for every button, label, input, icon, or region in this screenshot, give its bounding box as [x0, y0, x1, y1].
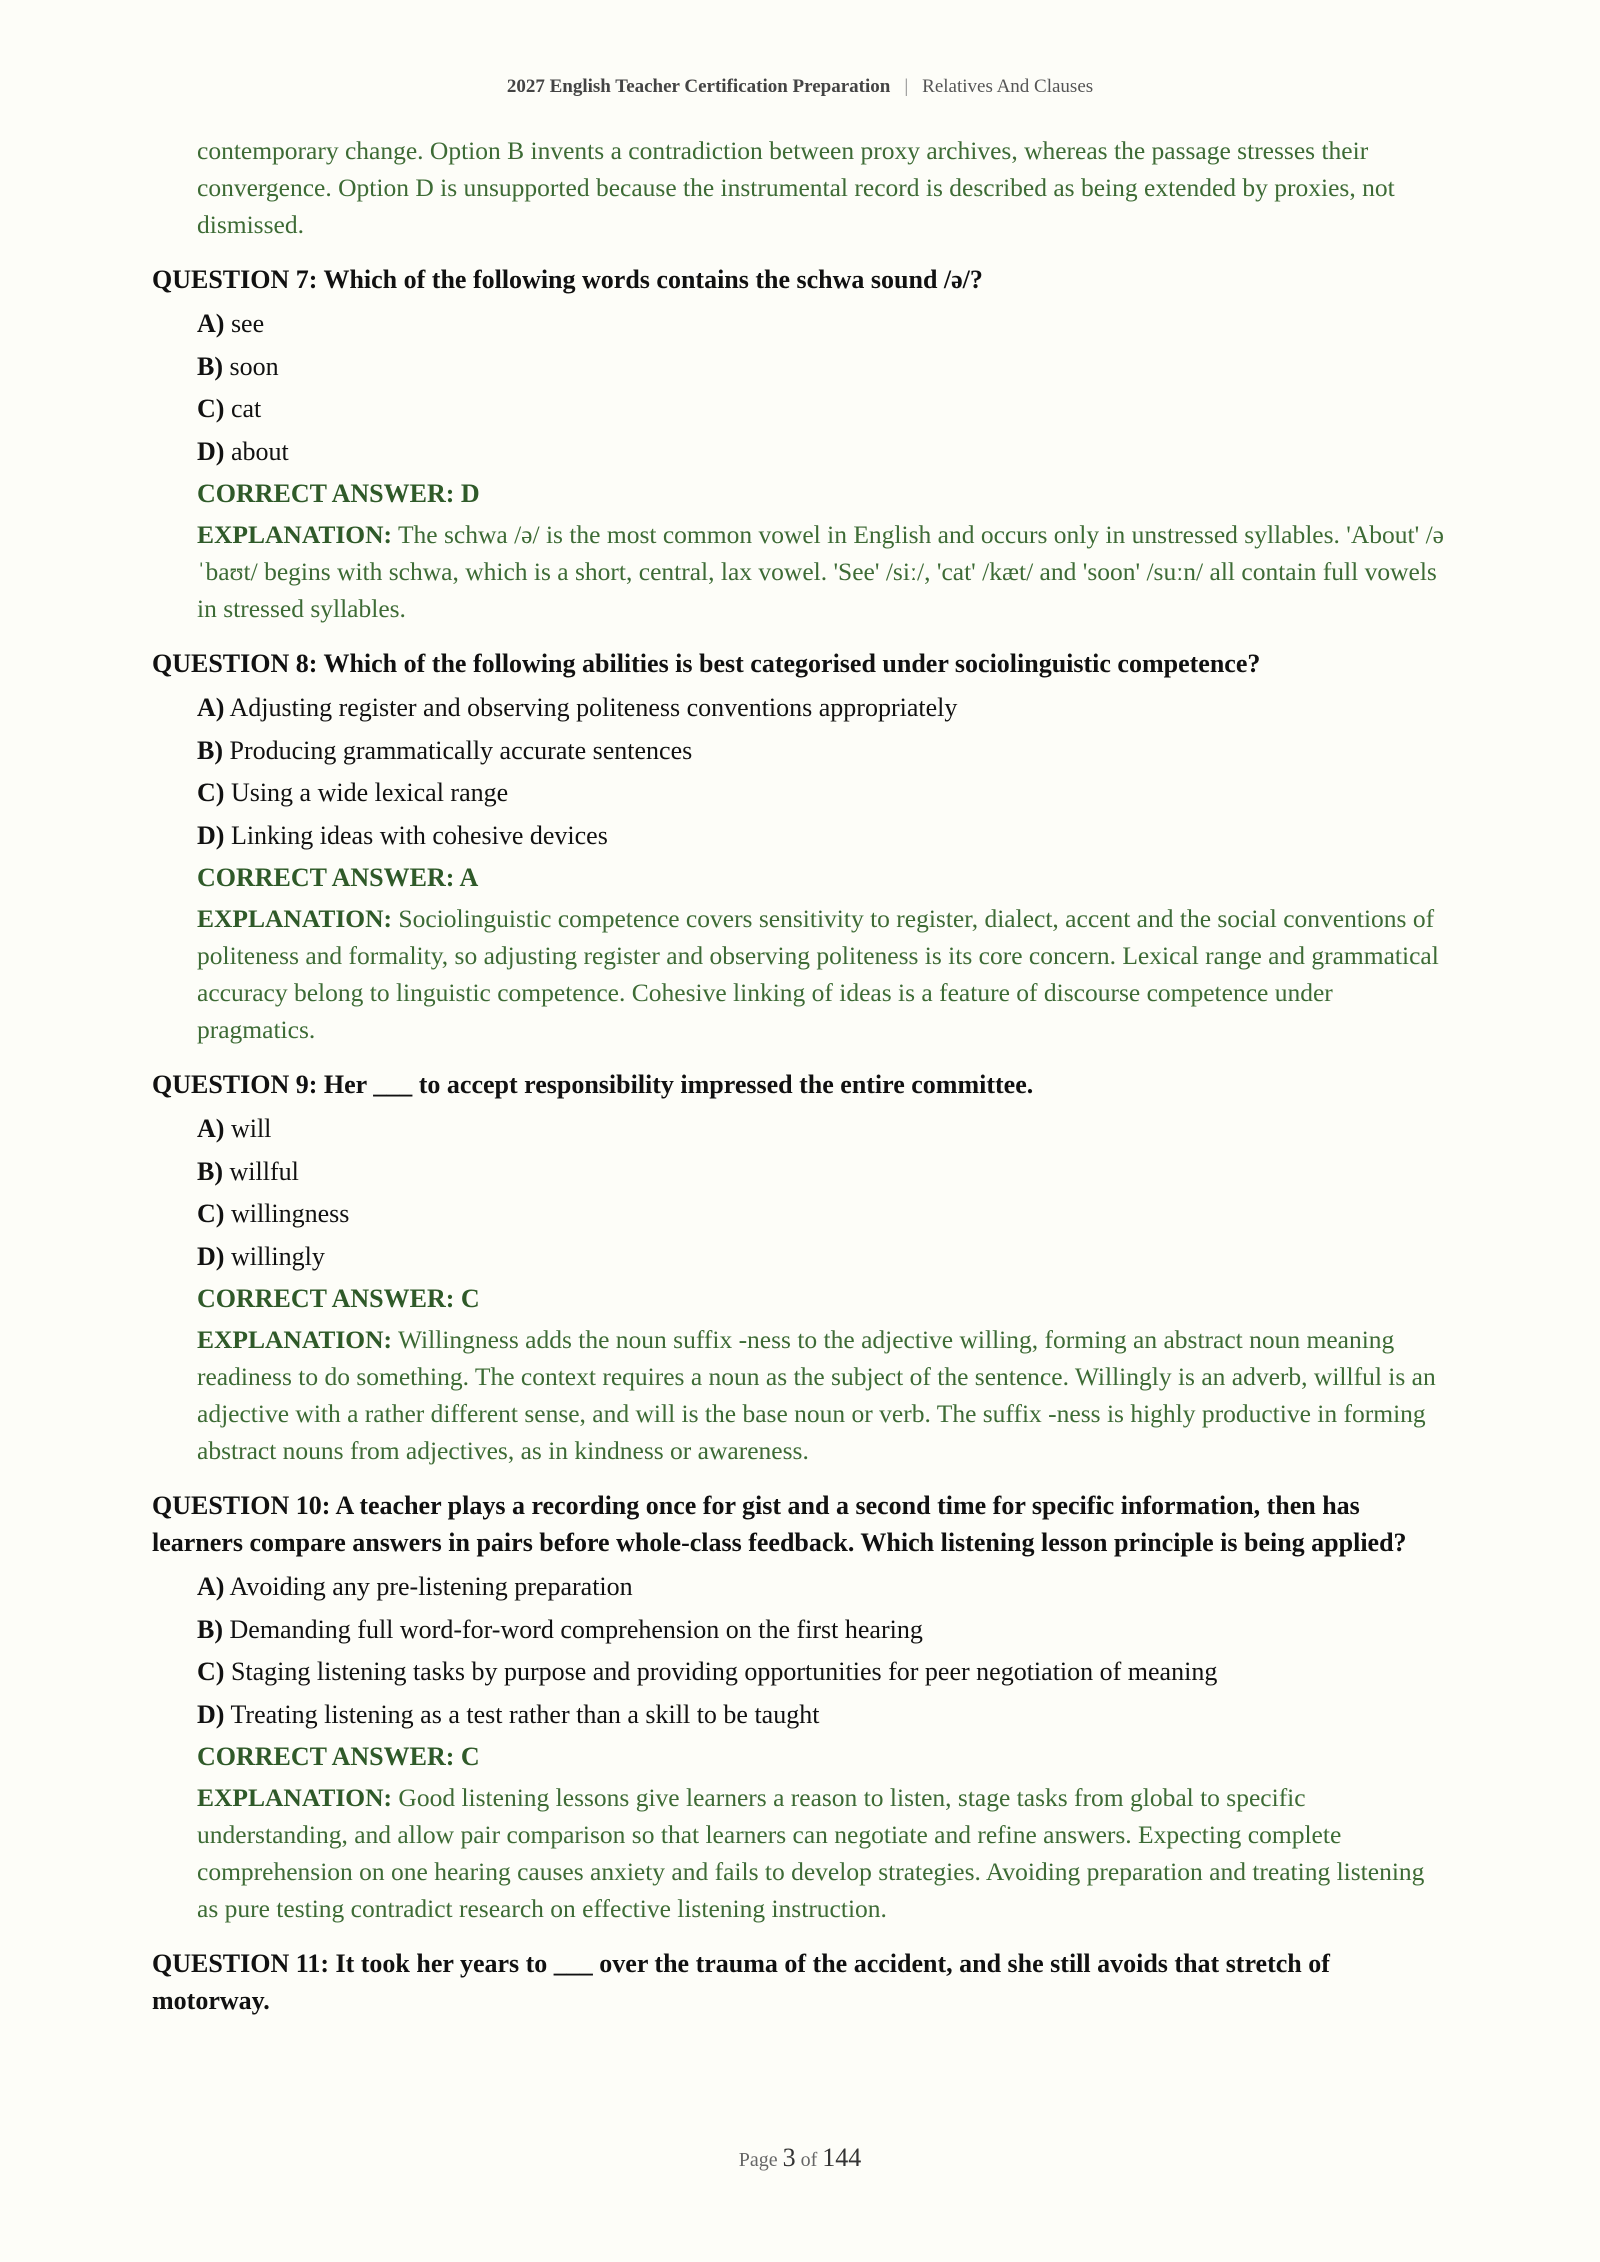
page-footer [0, 2143, 1600, 2173]
page-content [152, 132, 1452, 2024]
option-letter: B) [197, 1614, 223, 1644]
option-text: willful [229, 1156, 299, 1186]
correct-answer: CORRECT ANSWER: C [197, 1284, 480, 1314]
option-letter: A) [197, 309, 225, 338]
question-list [152, 261, 1452, 1927]
answer-option [197, 346, 1452, 389]
answer-option [197, 1108, 1452, 1151]
question-prompt: QUESTION 9: Her ___ to accept responsibility impressed the entire committee. [152, 1069, 1034, 1099]
option-letter: D) [197, 436, 225, 466]
option-text: will [230, 1113, 272, 1143]
answer-option [197, 1694, 1452, 1737]
question-prompt: QUESTION 10: A teacher plays a recording once for gist and a second time for specific information, then has learners compare answers in pairs before whole-class feedback. Which listening lesson principle is being applied? [152, 1490, 1407, 1557]
option-text: Avoiding any pre-listening preparation [229, 1571, 633, 1601]
question-block [152, 1487, 1452, 1927]
header-separator: | [904, 76, 909, 97]
option-text: willingly [230, 1241, 325, 1271]
option-letter: C) [197, 1657, 225, 1687]
answer-option [197, 388, 1452, 431]
option-letter: C) [197, 1199, 225, 1229]
correct-answer: CORRECT ANSWER: A [197, 863, 479, 893]
explanation-label: EXPLANATION: [197, 1324, 393, 1354]
page-label: Page [738, 2149, 778, 2171]
option-text: see [230, 309, 265, 338]
option-letter: D) [197, 1241, 225, 1271]
total-pages: 144 [822, 2143, 862, 2172]
option-letter: D) [197, 820, 225, 850]
explanation-text: The schwa /ə/ is the most common vowel in English and occurs only in unstressed syllables. 'About' /əˈbaʊt/ begins with schwa, which is a short, central, lax vowel. 'See' /siː/, 'cat' /kæt/ and 'soon' /suːn/ all contain full vowels in stressed syllables. [197, 519, 1444, 623]
correct-answer: CORRECT ANSWER: C [197, 1742, 480, 1772]
explanation-label: EXPLANATION: [197, 519, 393, 549]
option-text: Demanding full word-for-word comprehension on the first hearing [229, 1614, 923, 1644]
option-text: willingness [230, 1199, 350, 1229]
answer-option [197, 772, 1452, 815]
page-header [0, 76, 1600, 98]
answer-option [197, 1566, 1452, 1609]
question-11-prompt: QUESTION 11: It took her years to ___ over the trauma of the accident, and she still avoids that stretch of motorway. [152, 1948, 1330, 2015]
explanation-label: EXPLANATION: [197, 903, 393, 933]
answer-option [197, 1193, 1452, 1236]
explanation [197, 900, 1452, 1048]
correct-answer: CORRECT ANSWER: D [197, 479, 480, 509]
answer-option [197, 1651, 1452, 1694]
previous-explanation-continuation: contemporary change. Option B invents a contradiction between proxy archives, whereas the passage stresses their convergence. Option D is unsupported because the instrumental record is described as being extended by proxies, not dismissed. [197, 136, 1395, 239]
option-letter: B) [197, 351, 223, 381]
of-label: of [800, 2149, 818, 2171]
option-text: about [230, 436, 289, 466]
option-text: Producing grammatically accurate sentences [229, 735, 693, 765]
explanation [197, 1321, 1452, 1469]
explanation-text: Good listening lessons give learners a reason to listen, stage tasks from global to specific understanding, and allow pair comparison so that learners can negotiate and refine answers. Expecting complete comprehension on one hearing causes anxiety and fails to develop strategies. Avoiding preparation and treating listening as pure testing contradict research on effective listening instruction. [197, 1782, 1425, 1923]
option-text: Linking ideas with cohesive devices [230, 820, 608, 850]
answer-option [197, 1609, 1452, 1652]
option-text: Using a wide lexical range [230, 778, 509, 808]
question-prompt: QUESTION 7: Which of the following words contains the schwa sound /ə/? [152, 265, 983, 294]
question-block [152, 645, 1452, 1048]
option-text: soon [229, 351, 279, 381]
option-letter: B) [197, 735, 223, 765]
explanation [197, 1779, 1452, 1927]
answer-option [197, 1151, 1452, 1194]
option-text: Staging listening tasks by purpose and providing opportunities for peer negotiation of meaning [230, 1657, 1218, 1687]
question-block [152, 261, 1452, 627]
answer-option [197, 431, 1452, 474]
section-title: Relatives And Clauses [922, 76, 1094, 97]
option-letter: B) [197, 1156, 223, 1186]
option-letter: A) [197, 1571, 225, 1601]
option-letter: A) [197, 1113, 225, 1143]
answer-option [197, 730, 1452, 773]
answer-option [197, 687, 1452, 730]
option-text: cat [230, 394, 262, 424]
option-letter: C) [197, 778, 225, 808]
explanation-label: EXPLANATION: [197, 1782, 393, 1812]
question-prompt: QUESTION 8: Which of the following abilities is best categorised under sociolinguistic competence? [152, 648, 1261, 678]
explanation-text: Sociolinguistic competence covers sensitivity to register, dialect, accent and the social conventions of politeness and formality, so adjusting register and observing politeness is its core concern. Lexical range and grammatical accuracy belong to linguistic competence. Cohesive linking of ideas is a feature of discourse competence under pragmatics. [197, 903, 1439, 1044]
answer-option [197, 815, 1452, 858]
explanation-text: Willingness adds the noun suffix -ness to the adjective willing, forming an abstract noun meaning readiness to do something. The context requires a noun as the subject of the sentence. Willingly is an adverb, willful is an adjective with a rather different sense, and will is the base noun or verb. The suffix -ness is highly productive in forming abstract nouns from adjectives, as in kindness or awareness. [197, 1324, 1436, 1465]
page-number: 3 [782, 2143, 796, 2172]
option-letter: A) [197, 692, 225, 722]
explanation [197, 516, 1452, 627]
option-letter: C) [197, 394, 225, 424]
question-block [152, 1066, 1452, 1469]
document-title: 2027 English Teacher Certification Preparation [506, 76, 891, 97]
answer-option [197, 1236, 1452, 1279]
answer-option [197, 303, 1452, 346]
option-text: Treating listening as a test rather than a skill to be taught [230, 1699, 820, 1729]
option-letter: D) [197, 1699, 225, 1729]
option-text: Adjusting register and observing politeness conventions appropriately [229, 692, 958, 722]
